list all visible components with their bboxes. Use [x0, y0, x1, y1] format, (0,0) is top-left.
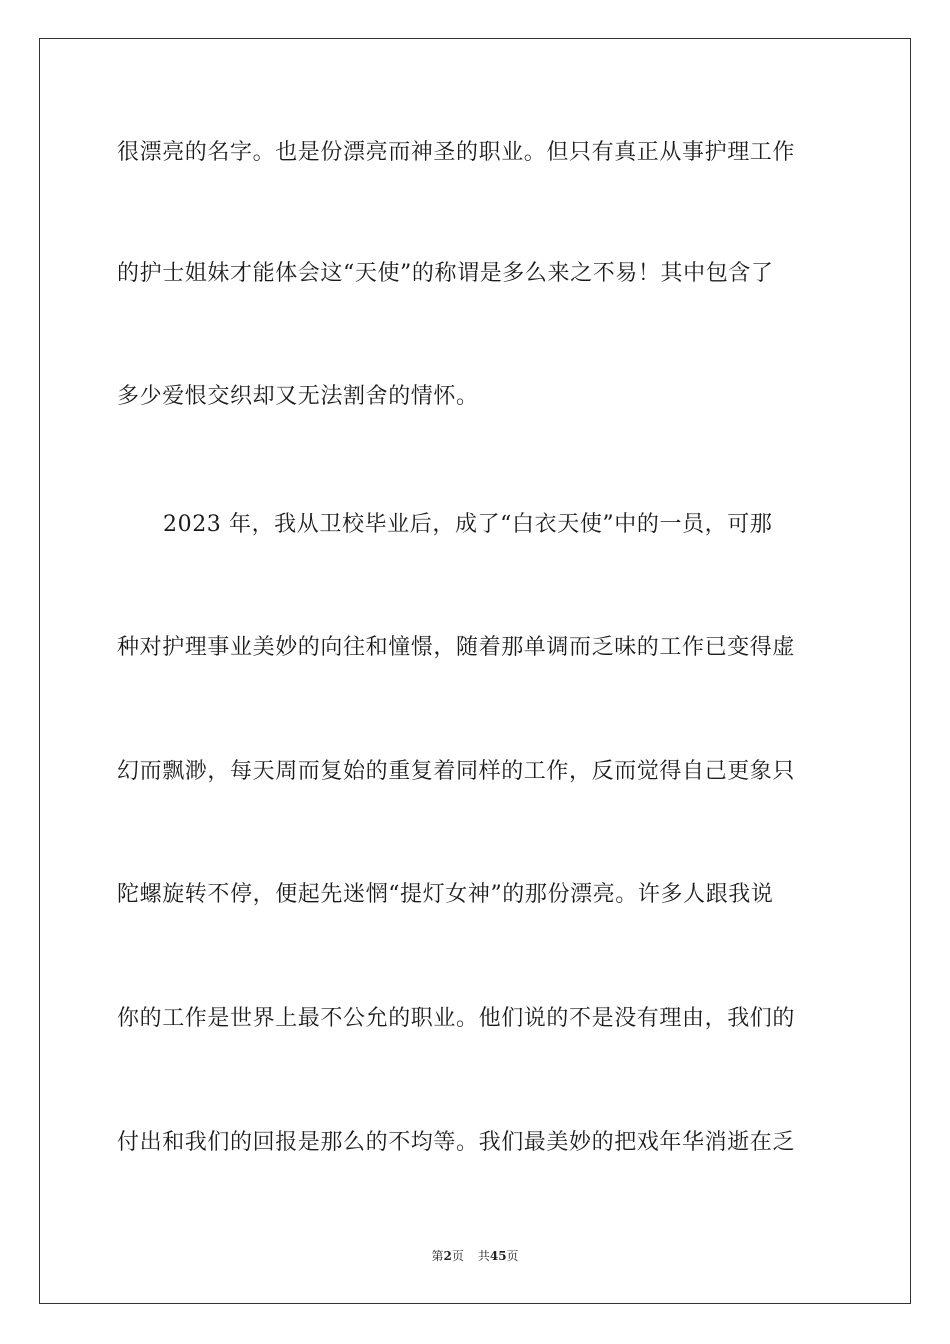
total-pages: 45 [489, 1249, 507, 1263]
body-text-line-5: 种对护理事业美妙的向往和憧憬，随着那单调而乏味的工作已变得虚 [117, 635, 796, 660]
page-footer [0, 1248, 950, 1264]
body-text-line-8: 你的工作是世界上最不公允的职业。他们说的不是没有理由，我们的 [117, 1006, 796, 1031]
body-text-line-3: 多少爱恨交织却又无法割舍的情怀。 [117, 384, 479, 409]
body-text-line-6: 幻而飘渺，每天周而复始的重复着同样的工作，反而觉得自己更象只 [117, 759, 796, 784]
body-text-line-4: 2023 年，我从卫校毕业后，成了“白衣天使”中的一员，可那 [163, 512, 773, 537]
body-text-line-9: 付出和我们的回报是那么的不均等。我们最美妙的把戏年华消逝在乏 [117, 1130, 796, 1155]
page-label-prefix: 第 [431, 1249, 444, 1263]
page-label-suffix: 页 [451, 1249, 464, 1263]
total-label-suffix: 页 [506, 1249, 519, 1263]
body-text-line-7: 陀螺旋转不停，便起先迷惘“提灯女神”的那份漂亮。许多人跟我说 [117, 882, 774, 907]
page-border [39, 38, 911, 1304]
body-text-line-1: 很漂亮的名字。也是份漂亮而神圣的职业。但只有真正从事护理工作 [117, 140, 796, 165]
page-number: 2 [443, 1249, 452, 1263]
body-text-line-2: 的护士姐妹才能体会这“天使”的称谓是多么来之不易！其中包含了 [117, 261, 774, 286]
total-label-prefix: 共 [477, 1249, 490, 1263]
